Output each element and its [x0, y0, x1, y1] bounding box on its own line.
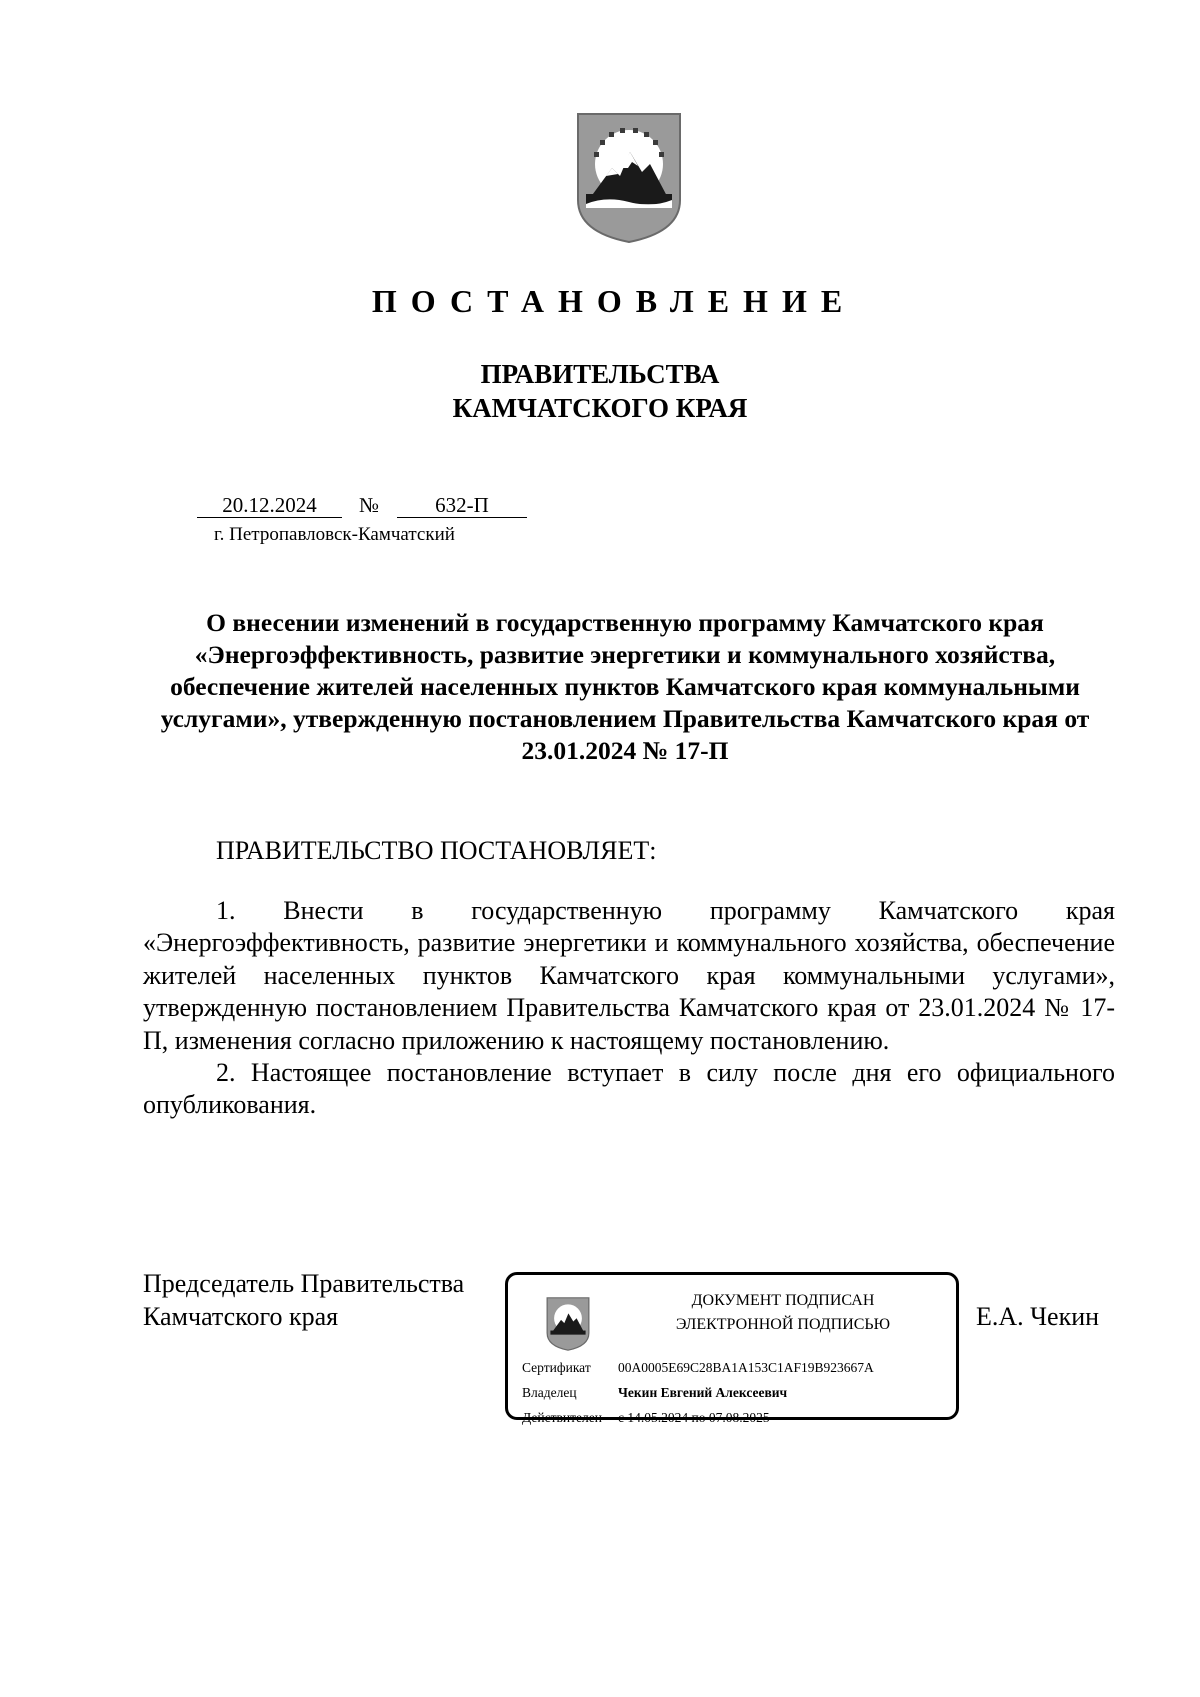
decree-line: ПРАВИТЕЛЬСТВО ПОСТАНОВЛЯЕТ:: [216, 836, 657, 865]
document-body: [143, 895, 1115, 1122]
clause-1: 1. Внести в государственную программу Камчатского края «Энергоэффективность, развитие энергетики и коммунального хозяйства, обеспечение жителей населенных пунктов Камчатского края коммунальными услугами», утвержденную постановлением Правительства Камчатского края от 23.01.2024 № 17-П, изменения согласно приложению к настоящему постановлению.: [143, 896, 1115, 1055]
validity-label: Действителен: [522, 1410, 602, 1425]
number-sign: №: [358, 493, 380, 517]
document-number: 632-П: [397, 493, 527, 518]
certificate-value: 00A0005E69C28BA1A153C1AF19B923667A: [618, 1360, 874, 1375]
document-city: г. Петропавловск-Камчатский: [214, 524, 455, 545]
signatory-name: Е.А. Чекин: [976, 1302, 1100, 1331]
document-type: ПОСТАНОВЛЕНИЕ: [371, 283, 857, 319]
stamp-emblem-icon: [546, 1297, 590, 1351]
owner-value: Чекин Евгений Алексеевич: [618, 1385, 788, 1400]
stamp-heading: [618, 1289, 948, 1337]
issuer-line-1: ПРАВИТЕЛЬСТВА: [480, 359, 720, 389]
coat-of-arms-icon: [576, 112, 682, 244]
validity-value: с 14.05.2024 по 07.08.2025: [618, 1410, 770, 1425]
issuer-line-2: КАМЧАТСКОГО КРАЯ: [452, 393, 748, 423]
electronic-signature-stamp: [505, 1272, 959, 1425]
document-date: 20.12.2024: [197, 493, 342, 518]
stamp-row-validity: [522, 1405, 874, 1430]
clause-2: 2. Настоящее постановление вступает в силу после дня его официального опубликования.: [143, 1058, 1115, 1120]
signatory-title-line-2: Камчатского края: [143, 1301, 339, 1331]
stamp-row-certificate: [522, 1355, 874, 1380]
signatory-title-line-1: Председатель Правительства: [143, 1269, 465, 1298]
stamp-heading-line-2: ЭЛЕКТРОННОЙ ПОДПИСЬЮ: [675, 1316, 891, 1333]
document-subject: О внесении изменений в государственную программу Камчатского края «Энергоэффективность, развитие энергетики и коммунального хозяйства, обеспечение жителей населенных пунктов Камчатского края коммунальными услугами», утвержденную постановлением Правительства Камчатского края от 23.01.2024 № 17-П: [160, 608, 1090, 765]
certificate-label: Сертификат: [522, 1360, 591, 1375]
stamp-details: [522, 1355, 874, 1430]
stamp-row-owner: [522, 1380, 874, 1405]
issuer: [0, 357, 1200, 425]
stamp-heading-line-1: ДОКУМЕНТ ПОДПИСАН: [691, 1292, 875, 1309]
signatory-title: [143, 1268, 464, 1333]
owner-label: Владелец: [522, 1385, 577, 1400]
